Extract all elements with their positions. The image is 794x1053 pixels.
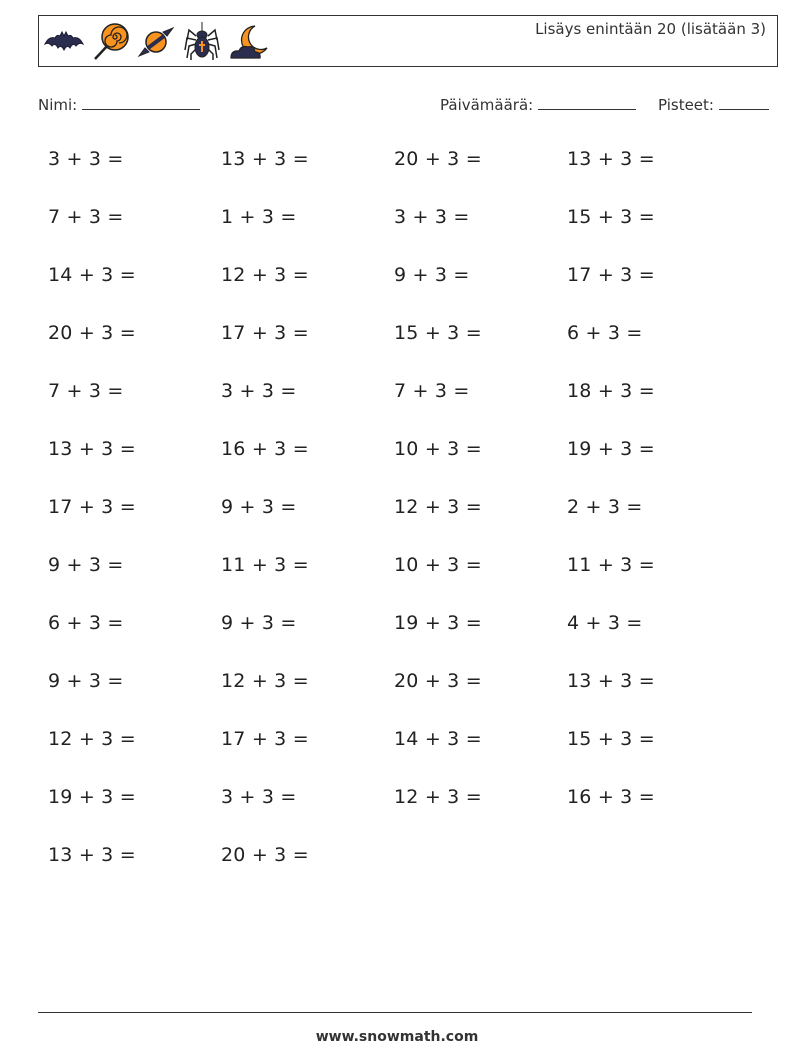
problem-item: 16 + 3 = xyxy=(567,786,655,808)
problem-item: 13 + 3 = xyxy=(221,148,309,170)
footer-url: www.snowmath.com xyxy=(315,1029,479,1045)
problem-item: 3 + 3 = xyxy=(221,380,297,402)
problem-item: 18 + 3 = xyxy=(567,380,655,402)
problem-item: 10 + 3 = xyxy=(394,438,482,460)
date-field xyxy=(440,95,636,114)
problem-item: 6 + 3 = xyxy=(48,612,124,634)
problem-item: 20 + 3 = xyxy=(394,670,482,692)
problem-item: 15 + 3 = xyxy=(567,206,655,228)
problem-item: 12 + 3 = xyxy=(394,496,482,518)
date-blank[interactable] xyxy=(538,95,636,110)
problem-item: 7 + 3 = xyxy=(48,380,124,402)
score-field xyxy=(658,95,769,114)
problem-item: 3 + 3 = xyxy=(48,148,124,170)
problem-item: 19 + 3 = xyxy=(48,786,136,808)
spider-icon xyxy=(181,22,223,62)
bat-icon xyxy=(43,22,85,62)
problem-item: 10 + 3 = xyxy=(394,554,482,576)
problem-item: 2 + 3 = xyxy=(567,496,643,518)
problem-item: 17 + 3 = xyxy=(567,264,655,286)
problem-item: 11 + 3 = xyxy=(221,554,309,576)
score-blank[interactable] xyxy=(719,95,769,110)
name-label: Nimi: xyxy=(38,96,78,114)
problem-item: 20 + 3 = xyxy=(48,322,136,344)
problem-item: 7 + 3 = xyxy=(394,380,470,402)
name-field xyxy=(38,95,200,114)
worksheet-title: Lisäys enintään 20 (lisätään 3) xyxy=(535,20,766,38)
problem-item: 13 + 3 = xyxy=(48,844,136,866)
name-blank[interactable] xyxy=(82,95,200,110)
problem-item: 9 + 3 = xyxy=(48,554,124,576)
problem-item: 3 + 3 = xyxy=(221,786,297,808)
problem-item: 4 + 3 = xyxy=(567,612,643,634)
date-label: Päivämäärä: xyxy=(440,96,534,114)
problem-item: 19 + 3 = xyxy=(394,612,482,634)
problem-item: 12 + 3 = xyxy=(221,670,309,692)
problem-item: 7 + 3 = xyxy=(48,206,124,228)
worksheet-header xyxy=(38,15,778,67)
candy-icon xyxy=(135,22,177,62)
problem-item: 1 + 3 = xyxy=(221,206,297,228)
lollipop-icon xyxy=(89,22,131,62)
problem-item: 15 + 3 = xyxy=(567,728,655,750)
problem-item: 12 + 3 = xyxy=(48,728,136,750)
problem-item: 9 + 3 = xyxy=(221,496,297,518)
problem-item: 14 + 3 = xyxy=(48,264,136,286)
problem-item: 20 + 3 = xyxy=(394,148,482,170)
problem-item: 20 + 3 = xyxy=(221,844,309,866)
problem-item: 17 + 3 = xyxy=(48,496,136,518)
problem-item: 9 + 3 = xyxy=(48,670,124,692)
problem-item: 16 + 3 = xyxy=(221,438,309,460)
problem-item: 6 + 3 = xyxy=(567,322,643,344)
problem-item: 13 + 3 = xyxy=(567,148,655,170)
problem-item: 13 + 3 = xyxy=(48,438,136,460)
icon-strip xyxy=(43,22,269,62)
problem-item: 19 + 3 = xyxy=(567,438,655,460)
moon-cloud-icon xyxy=(227,22,269,62)
problem-item: 12 + 3 = xyxy=(394,786,482,808)
footer-divider xyxy=(38,1012,752,1013)
problem-item: 13 + 3 = xyxy=(567,670,655,692)
problem-item: 17 + 3 = xyxy=(221,728,309,750)
problem-item: 17 + 3 = xyxy=(221,322,309,344)
problem-item: 12 + 3 = xyxy=(221,264,309,286)
problem-item: 14 + 3 = xyxy=(394,728,482,750)
problem-item: 9 + 3 = xyxy=(394,264,470,286)
problem-item: 11 + 3 = xyxy=(567,554,655,576)
problem-item: 9 + 3 = xyxy=(221,612,297,634)
problem-item: 15 + 3 = xyxy=(394,322,482,344)
score-label: Pisteet: xyxy=(658,96,714,114)
problem-item: 3 + 3 = xyxy=(394,206,470,228)
